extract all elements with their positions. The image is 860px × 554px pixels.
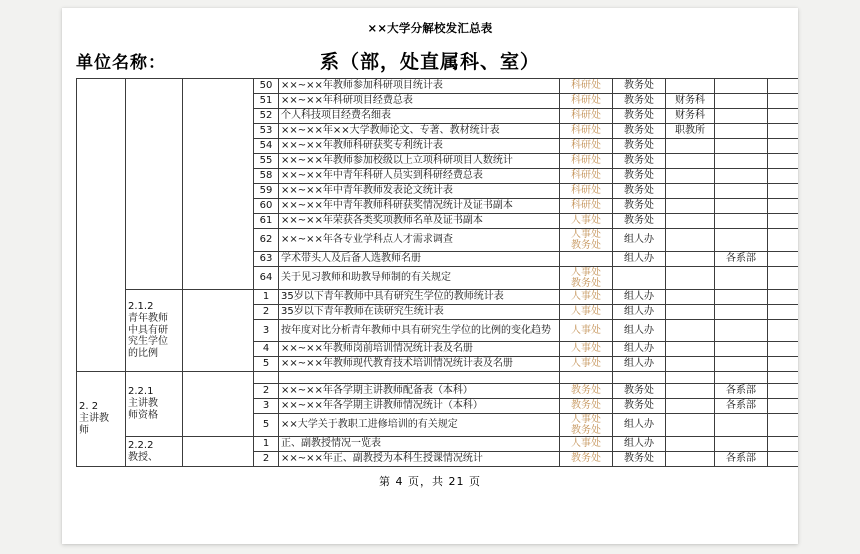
cell-dept-3 (666, 139, 715, 154)
cell-dept-3 (666, 320, 715, 342)
cell-dept-4 (715, 357, 768, 372)
cell-item-name: ××~××年教师岗前培训情况统计表及名册 (279, 342, 560, 357)
cell-dept-4 (715, 124, 768, 139)
cell-dept-3 (666, 79, 715, 94)
cell-dept-4 (715, 372, 768, 384)
cell-dept-3: 职教所 (666, 124, 715, 139)
cell-item-name: ××~××年教师科研获奖专利统计表 (279, 139, 560, 154)
cell-item-name: ××~××年中青年科研人员实到科研经费总表 (279, 169, 560, 184)
cell-dept-3 (666, 384, 715, 399)
cell-dept-5 (768, 79, 799, 94)
cell-item-number: 2 (254, 384, 279, 399)
cell-dept-2: 组人办 (613, 229, 666, 252)
cell-section-level1 (77, 79, 126, 372)
cell-item-name: ××~××年教师参加校级以上立项科研项目人数统计 (279, 154, 560, 169)
cell-dept-4 (715, 267, 768, 290)
cell-dept-5 (768, 169, 799, 184)
cell-dept-2 (613, 267, 666, 290)
cell-dept-2: 组人办 (613, 357, 666, 372)
cell-dept-1: 人事处 教务处 (560, 229, 613, 252)
cell-item-name: 正、副教授情况一览表 (279, 437, 560, 452)
cell-item-number: 3 (254, 399, 279, 414)
cell-dept-4 (715, 437, 768, 452)
cell-dept-4 (715, 169, 768, 184)
cell-item-number: 55 (254, 154, 279, 169)
cell-item-name: ××~××年荣获各类奖项教师名单及证书副本 (279, 214, 560, 229)
cell-item-number: 1 (254, 290, 279, 305)
cell-dept-3 (666, 342, 715, 357)
cell-dept-2: 组人办 (613, 320, 666, 342)
cell-item-name: 学术带头人及后备人选教师名册 (279, 252, 560, 267)
cell-dept-2: 组人办 (613, 342, 666, 357)
cell-dept-4 (715, 305, 768, 320)
cell-dept-5 (768, 229, 799, 252)
cell-dept-5 (768, 94, 799, 109)
cell-dept-3 (666, 414, 715, 437)
cell-dept-4 (715, 214, 768, 229)
unit-name-row (62, 44, 798, 78)
cell-dept-1: 人事处 (560, 357, 613, 372)
cell-dept-1: 科研处 (560, 199, 613, 214)
cell-dept-3 (666, 252, 715, 267)
cell-dept-3 (666, 372, 715, 384)
cell-item-name: ××~××年正、副教授为本科生授课情况统计 (279, 452, 560, 467)
cell-item-number: 5 (254, 414, 279, 437)
cell-dept-5 (768, 139, 799, 154)
cell-item-name: ××~××年教师参加科研项目统计表 (279, 79, 560, 94)
cell-dept-1: 人事处 教务处 (560, 267, 613, 290)
table-row (77, 372, 799, 384)
cell-dept-2: 教务处 (613, 399, 666, 414)
cell-dept-1: 教务处 (560, 399, 613, 414)
cell-item-number: 60 (254, 199, 279, 214)
cell-item-name: ××~××年中青年教师发表论文统计表 (279, 184, 560, 199)
cell-dept-2: 教务处 (613, 169, 666, 184)
cell-dept-5 (768, 252, 799, 267)
cell-item-name: 按年度对比分析青年教师中具有研究生学位的比例的变化趋势 (279, 320, 560, 342)
cell-item-name: ××~××年科研项目经费总表 (279, 94, 560, 109)
cell-item-name: ××~××年××大学教师论文、专著、教材统计表 (279, 124, 560, 139)
cell-item-name: ××~××年各学期主讲教师配备表（本科） (279, 384, 560, 399)
cell-dept-4: 各系部 (715, 252, 768, 267)
cell-dept-4 (715, 414, 768, 437)
cell-dept-2: 教务处 (613, 452, 666, 467)
cell-dept-5 (768, 452, 799, 467)
cell-dept-3 (666, 290, 715, 305)
cell-dept-4 (715, 229, 768, 252)
cell-dept-3 (666, 199, 715, 214)
cell-item-number: 50 (254, 79, 279, 94)
cell-dept-2: 教务处 (613, 384, 666, 399)
cell-dept-2: 教务处 (613, 139, 666, 154)
cell-item-number: 2 (254, 452, 279, 467)
cell-dept-2: 教务处 (613, 124, 666, 139)
cell-dept-5 (768, 109, 799, 124)
cell-dept-1: 人事处 (560, 437, 613, 452)
cell-dept-1: 人事处 (560, 342, 613, 357)
cell-dept-4 (715, 199, 768, 214)
cell-dept-2 (613, 372, 666, 384)
table-body (77, 79, 799, 467)
cell-dept-1: 人事处 (560, 214, 613, 229)
cell-item-number: 63 (254, 252, 279, 267)
cell-dept-5 (768, 214, 799, 229)
cell-item-number: 62 (254, 229, 279, 252)
cell-dept-2: 教务处 (613, 214, 666, 229)
cell-section-level2: 2.1.2 青年教师 中具有研 究生学位 的比例 (126, 290, 183, 372)
cell-item-number: 59 (254, 184, 279, 199)
cell-dept-4 (715, 290, 768, 305)
cell-dept-1: 人事处 (560, 320, 613, 342)
cell-dept-3 (666, 214, 715, 229)
cell-item-number: 3 (254, 320, 279, 342)
cell-dept-4: 各系部 (715, 399, 768, 414)
document-page (62, 8, 798, 544)
cell-item-name (279, 372, 560, 384)
cell-dept-2: 教务处 (613, 154, 666, 169)
cell-dept-3: 财务科 (666, 94, 715, 109)
cell-dept-3 (666, 399, 715, 414)
cell-section-level3 (183, 79, 254, 290)
cell-dept-4: 各系部 (715, 452, 768, 467)
cell-dept-5 (768, 320, 799, 342)
cell-dept-5 (768, 372, 799, 384)
cell-dept-5 (768, 384, 799, 399)
cell-item-number: 1 (254, 437, 279, 452)
cell-dept-5 (768, 267, 799, 290)
cell-dept-1 (560, 372, 613, 384)
cell-section-level2 (126, 79, 183, 290)
cell-dept-1: 科研处 (560, 94, 613, 109)
cell-dept-1: 人事处 (560, 290, 613, 305)
cell-dept-5 (768, 199, 799, 214)
cell-dept-3 (666, 169, 715, 184)
cell-dept-4 (715, 139, 768, 154)
cell-dept-3: 财务科 (666, 109, 715, 124)
unit-name-label: 单位名称： (76, 53, 166, 73)
cell-dept-5 (768, 124, 799, 139)
cell-dept-2: 教务处 (613, 79, 666, 94)
cell-dept-2: 教务处 (613, 184, 666, 199)
summary-table (76, 78, 798, 467)
cell-section-level1: 2. 2 主讲教 师 (77, 372, 126, 467)
cell-dept-3 (666, 154, 715, 169)
cell-item-name: 关于见习教师和助教导师制的有关规定 (279, 267, 560, 290)
cell-dept-3 (666, 437, 715, 452)
cell-item-name: 35岁以下青年教师在读研究生统计表 (279, 305, 560, 320)
table-row (77, 79, 799, 94)
cell-dept-3 (666, 184, 715, 199)
cell-section-level3 (183, 437, 254, 467)
table-row (77, 437, 799, 452)
cell-item-number: 5 (254, 357, 279, 372)
cell-dept-5 (768, 414, 799, 437)
cell-dept-3 (666, 357, 715, 372)
cell-item-name: 35岁以下青年教师中具有研究生学位的教师统计表 (279, 290, 560, 305)
cell-dept-4 (715, 94, 768, 109)
cell-item-name: ××~××年中青年教师科研获奖情况统计及证书副本 (279, 199, 560, 214)
cell-dept-5 (768, 357, 799, 372)
cell-dept-4 (715, 320, 768, 342)
cell-dept-1: 科研处 (560, 109, 613, 124)
cell-dept-1: 科研处 (560, 169, 613, 184)
cell-dept-5 (768, 342, 799, 357)
cell-dept-1: 人事处 (560, 305, 613, 320)
cell-dept-1: 科研处 (560, 139, 613, 154)
cell-section-level2: 2.2.1 主讲教 师资格 (126, 372, 183, 437)
cell-item-number: 61 (254, 214, 279, 229)
cell-dept-1: 人事处 教务处 (560, 414, 613, 437)
cell-dept-5 (768, 305, 799, 320)
cell-dept-4 (715, 184, 768, 199)
cell-item-number: 54 (254, 139, 279, 154)
cell-dept-2: 组人办 (613, 414, 666, 437)
cell-dept-5 (768, 399, 799, 414)
cell-dept-1: 教务处 (560, 384, 613, 399)
cell-section-level2: 2.2.2 教授、 (126, 437, 183, 467)
cell-item-number: 4 (254, 342, 279, 357)
cell-dept-2: 组人办 (613, 290, 666, 305)
cell-dept-1: 科研处 (560, 124, 613, 139)
cell-dept-4: 各系部 (715, 384, 768, 399)
cell-item-name: ××~××年教师现代教育技术培训情况统计表及名册 (279, 357, 560, 372)
table-row (77, 290, 799, 305)
cell-dept-5 (768, 154, 799, 169)
cell-section-level3 (183, 372, 254, 437)
cell-dept-3 (666, 267, 715, 290)
page-footer: 第 4 页，共 21 页 (379, 475, 481, 488)
cell-item-name: ××大学关于教职工进修培训的有关规定 (279, 414, 560, 437)
cell-dept-2: 教务处 (613, 199, 666, 214)
cell-dept-4 (715, 154, 768, 169)
cell-dept-4 (715, 109, 768, 124)
cell-item-number: 58 (254, 169, 279, 184)
cell-dept-2: 教务处 (613, 109, 666, 124)
cell-dept-1: 科研处 (560, 154, 613, 169)
cell-dept-2: 组人办 (613, 437, 666, 452)
cell-item-number: 53 (254, 124, 279, 139)
cell-dept-2: 教务处 (613, 94, 666, 109)
cell-item-number: 2 (254, 305, 279, 320)
cell-dept-3 (666, 452, 715, 467)
cell-dept-1: 科研处 (560, 79, 613, 94)
cell-dept-1: 教务处 (560, 452, 613, 467)
cell-item-number: 52 (254, 109, 279, 124)
cell-item-number: 64 (254, 267, 279, 290)
cell-item-number: 51 (254, 94, 279, 109)
cell-dept-2: 组人办 (613, 305, 666, 320)
cell-dept-3 (666, 229, 715, 252)
cell-dept-4 (715, 342, 768, 357)
cell-dept-5 (768, 437, 799, 452)
cell-item-name: 个人科技项目经费名细表 (279, 109, 560, 124)
cell-section-level3 (183, 290, 254, 372)
cell-dept-5 (768, 184, 799, 199)
unit-name-value: 系（部，处直属科、室） (319, 51, 540, 73)
cell-item-name: ××~××年各专业学科点人才需求调查 (279, 229, 560, 252)
cell-item-number (254, 372, 279, 384)
cell-dept-4 (715, 79, 768, 94)
cell-dept-1: 科研处 (560, 184, 613, 199)
cell-dept-1 (560, 252, 613, 267)
cell-dept-3 (666, 305, 715, 320)
cell-item-name: ××~××年各学期主讲教师情况统计（本科） (279, 399, 560, 414)
cell-dept-2: 组人办 (613, 252, 666, 267)
document-title: ××大学分解校发汇总表 (367, 21, 493, 35)
cell-dept-5 (768, 290, 799, 305)
